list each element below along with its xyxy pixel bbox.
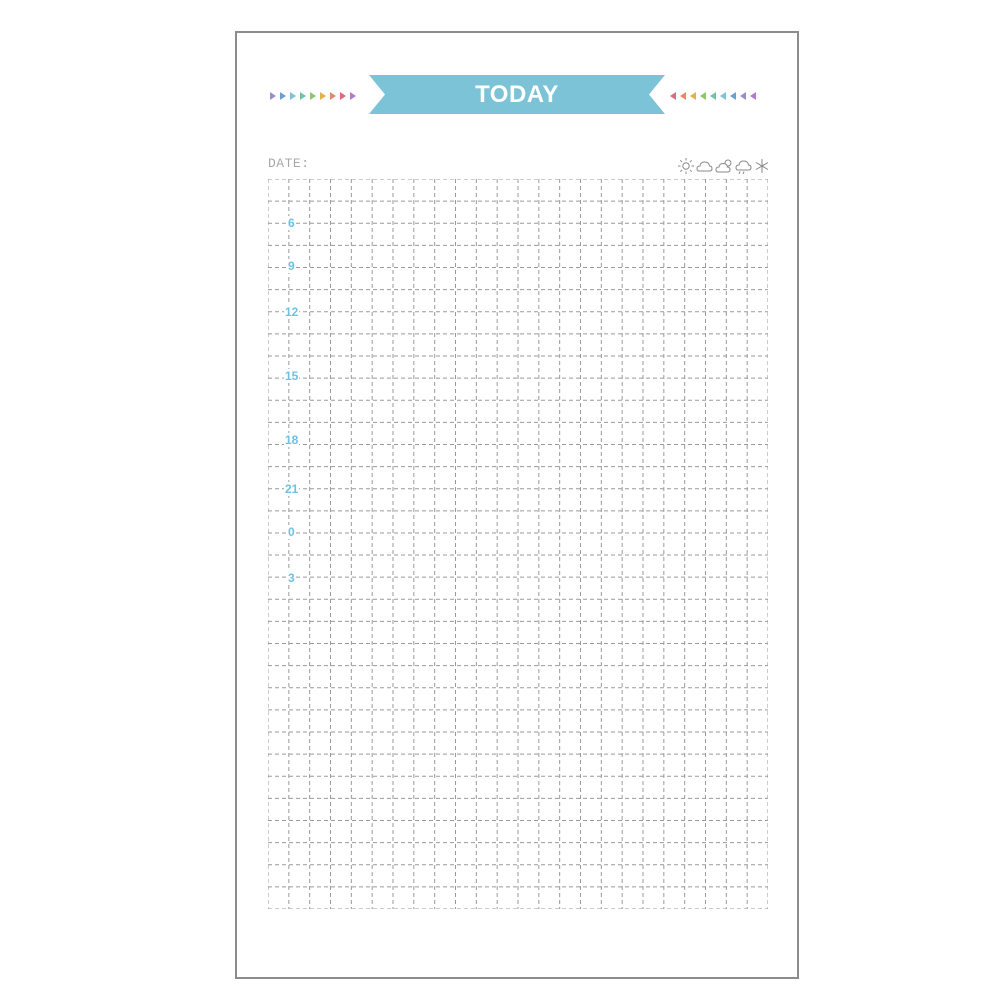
triangle-ornament	[300, 92, 306, 100]
triangle-ornament	[720, 92, 726, 100]
triangle-ornament	[320, 92, 326, 100]
cloud-icon[interactable]	[697, 162, 712, 171]
triangle-ornament	[280, 92, 286, 100]
hour-label: 6	[288, 216, 295, 230]
dotted-grid	[268, 179, 768, 909]
snow-icon[interactable]	[756, 159, 768, 173]
cloud-sun-icon[interactable]	[716, 160, 731, 172]
triangle-ornament	[740, 92, 746, 100]
banner-title: TODAY	[475, 81, 559, 108]
cloud-rain-icon[interactable]	[736, 161, 751, 174]
triangle-ornament	[690, 92, 696, 100]
hour-label: 9	[288, 259, 295, 273]
triangle-ornament	[330, 92, 336, 100]
hour-label: 18	[285, 433, 299, 447]
triangle-ornament	[750, 92, 756, 100]
weather-icons[interactable]	[676, 155, 772, 175]
triangle-ornament	[340, 92, 346, 100]
hour-label: 3	[288, 571, 295, 585]
triangle-ornament	[670, 92, 676, 100]
hour-label: 12	[285, 305, 299, 319]
triangle-ornament	[270, 92, 276, 100]
hour-label: 15	[285, 369, 299, 383]
triangle-ornament	[680, 92, 686, 100]
hour-label: 0	[288, 525, 295, 539]
triangle-ornament	[700, 92, 706, 100]
triangle-ornament	[710, 92, 716, 100]
triangle-ornament	[350, 92, 356, 100]
date-label: DATE:	[268, 156, 310, 171]
triangle-ornament	[290, 92, 296, 100]
sun-icon[interactable]	[678, 158, 694, 174]
triangle-ornament	[310, 92, 316, 100]
hour-label: 21	[285, 482, 299, 496]
triangle-ornament	[730, 92, 736, 100]
